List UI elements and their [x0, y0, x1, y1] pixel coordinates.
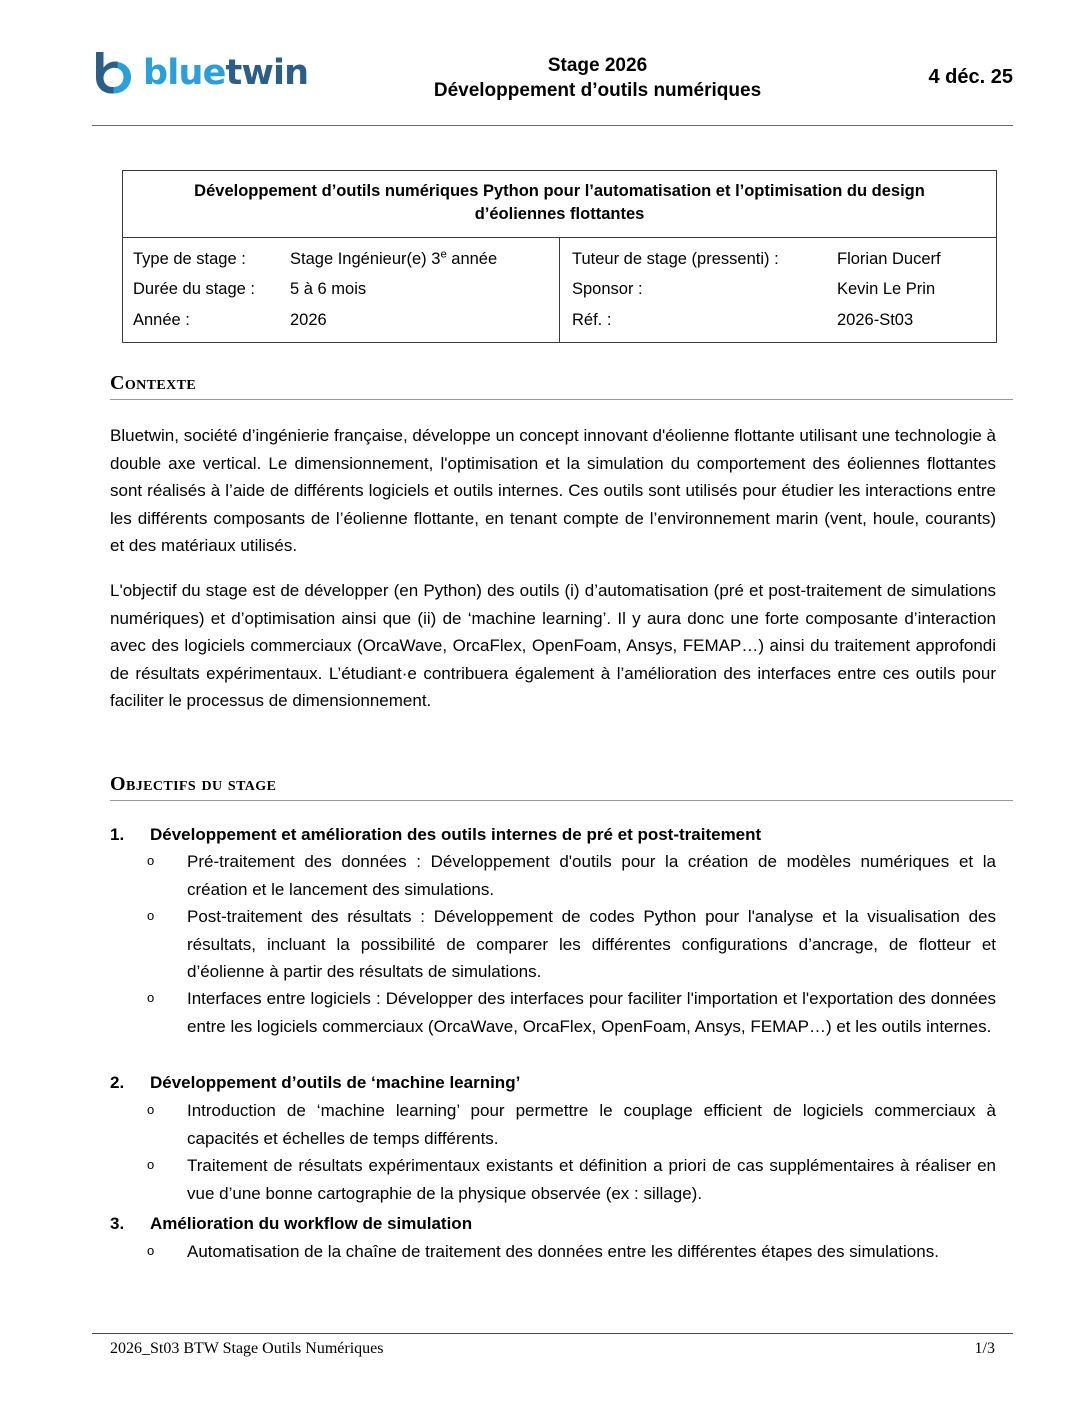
section-heading-contexte [110, 372, 1013, 400]
info-row-annee [123, 305, 559, 336]
page-footer [110, 1340, 995, 1358]
objective-1-bullet-1 [147, 848, 996, 903]
header-title-block [342, 44, 853, 103]
info-row-ref [560, 305, 996, 336]
objective-3-bullet-1 [147, 1238, 996, 1266]
footer-page-number: 1/3 [974, 1340, 995, 1357]
objective-item-1 [110, 821, 996, 848]
header-title-line1: Stage 2026 [547, 55, 648, 76]
objective-1-title: Développement et amélioration des outils internes de pré et post-traitement [150, 825, 762, 844]
bluetwin-b-mark-icon [92, 50, 134, 96]
value-sponsor: Kevin Le Prin [837, 280, 936, 299]
bullet-marker-icon: o [147, 853, 155, 868]
info-row-tuteur [560, 244, 996, 275]
header-title-line2: Développement d’outils numériques [433, 80, 762, 102]
footer-document-name: 2026_St03 BTW Stage Outils Numériques [110, 1340, 384, 1357]
section-heading-objectifs [110, 773, 1013, 801]
objective-1-bullet-2-text: Post-traitement des résultats : Développement de codes Python pour l'analyse et la visualisation des résultats, incluant la possibilité de comparer les différentes configurations d’ancrage, de flotteur et d’éolienne à partir des résultats de simulations. [187, 907, 996, 982]
label-type-de-stage: Type de stage : [133, 249, 246, 268]
heading-contexte-rule [110, 399, 1013, 400]
value-ref: 2026-St03 [837, 310, 914, 329]
table-row-title [123, 171, 997, 238]
heading-objectifs-text: Objectifs du stage [110, 773, 277, 795]
objective-1-number: 1. [110, 825, 125, 844]
contexte-paragraph-1: Bluetwin, société d’ingénierie française, développe un concept innovant d'éolienne flottante utilisant une technologie à double axe vertical. Le dimensionnement, l'optimisation et la simulation du comportement des éoliennes flottantes sont réalisés à l’aide de différents logiciels et outils internes. Ces outils sont utilisés pour étudier les interactions entre les différents composants de l’éolienne flottante, en tenant compte de l’environnement marin (vent, houle, courants) et des matériaux utilisés. [110, 426, 996, 556]
value-duree: 5 à 6 mois [290, 280, 367, 299]
objective-item-2 [110, 1069, 996, 1096]
info-row-sponsor [560, 274, 996, 305]
objective-2-bullet-1 [147, 1097, 996, 1152]
contexte-paragraph-2: L'objectif du stage est de développer (en Python) des outils (i) d’automatisation (pré et post-traitement de simulations numériques) et d’optimisation ainsi que (ii) de ‘machine learning’. Il y aura donc une forte composante d’interaction avec des logiciels commerciaux (OrcaWave, OrcaFlex, OpenFoam, Ansys, FEMAP…) ainsi du traitement approfondi de résultats expérimentaux. L’étudiant·e contribuera également à l’amélioration des interfaces entre ces outils pour faciliter le processus de dimensionnement. [110, 581, 996, 711]
table-row-details [123, 237, 997, 343]
label-tuteur: Tuteur de stage (pressenti) : [572, 249, 779, 268]
header-divider [92, 125, 1013, 126]
objective-1-bullet-2 [147, 903, 996, 986]
objective-3-bullet-1-text: Automatisation de la chaîne de traitement des données entre les différentes étapes des simulations. [187, 1242, 939, 1261]
value-type-sup: e [440, 248, 447, 261]
objective-item-3 [110, 1210, 996, 1237]
bullet-marker-icon: o [147, 1157, 155, 1172]
bullet-marker-icon: o [147, 990, 155, 1005]
objective-1-bullet-3 [147, 985, 996, 1040]
objective-2-title: Développement d’outils de ‘machine learning’ [150, 1073, 521, 1092]
objective-2-bullet-2-text: Traitement de résultats expérimentaux existants et définition a priori de cas supplémentaires à réaliser en vue d’une bonne cartographie de la physique observée (ex : sillage). [187, 1156, 996, 1203]
value-type-post: année [446, 249, 498, 268]
bullet-marker-icon: o [147, 1243, 155, 1258]
value-type-de-stage [290, 244, 497, 275]
logo-word-blue: blue [143, 52, 226, 93]
logo-word-twin: twin [225, 52, 309, 93]
info-left-column [123, 237, 560, 343]
value-tuteur: Florian Ducerf [837, 249, 941, 268]
objective-2-bullet-2 [147, 1152, 996, 1207]
info-row-type [123, 244, 559, 275]
internship-info-table [122, 170, 997, 343]
bullet-marker-icon: o [147, 1102, 155, 1117]
logo-wordmark [143, 52, 309, 93]
objective-1-bullet-3-text: Interfaces entre logiciels : Développer des interfaces pour faciliter l'importation et l'exportation des données entre les logiciels commerciaux (OrcaWave, OrcaFlex, OpenFoam, Ansys, FEMAP…) et les outils internes. [187, 989, 996, 1036]
objective-3-title: Amélioration du workflow de simulation [150, 1214, 473, 1233]
label-duree: Durée du stage : [133, 280, 255, 299]
info-right-column [560, 237, 997, 343]
label-sponsor: Sponsor : [572, 280, 643, 299]
objective-1-bullet-1-text: Pré-traitement des données : Développement d'outils pour la création de modèles numériques et la création et le lancement des simulations. [187, 852, 996, 899]
label-ref: Réf. : [572, 310, 612, 329]
company-logo [92, 44, 342, 96]
value-type-pre: Stage Ingénieur(e) 3 [290, 249, 441, 268]
bullet-marker-icon: o [147, 908, 155, 923]
objective-2-bullet-1-text: Introduction de ‘machine learning’ pour permettre le couplage efficient de logiciels commerciaux à capacités et échelles de temps différents. [187, 1101, 996, 1148]
info-row-duree [123, 274, 559, 305]
page-header [92, 44, 1013, 124]
value-annee: 2026 [290, 310, 327, 329]
objective-2-number: 2. [110, 1073, 125, 1092]
footer-divider [92, 1333, 1013, 1334]
objective-3-number: 3. [110, 1214, 125, 1233]
label-annee: Année : [133, 310, 190, 329]
heading-objectifs-rule [110, 800, 1013, 801]
internship-title-cell: Développement d’outils numériques Python pour l’automatisation et l’optimisation du design d’éoliennes flottantes [123, 171, 997, 238]
header-date: 4 déc. 25 [928, 66, 1013, 88]
heading-contexte-text: Contexte [110, 372, 197, 394]
